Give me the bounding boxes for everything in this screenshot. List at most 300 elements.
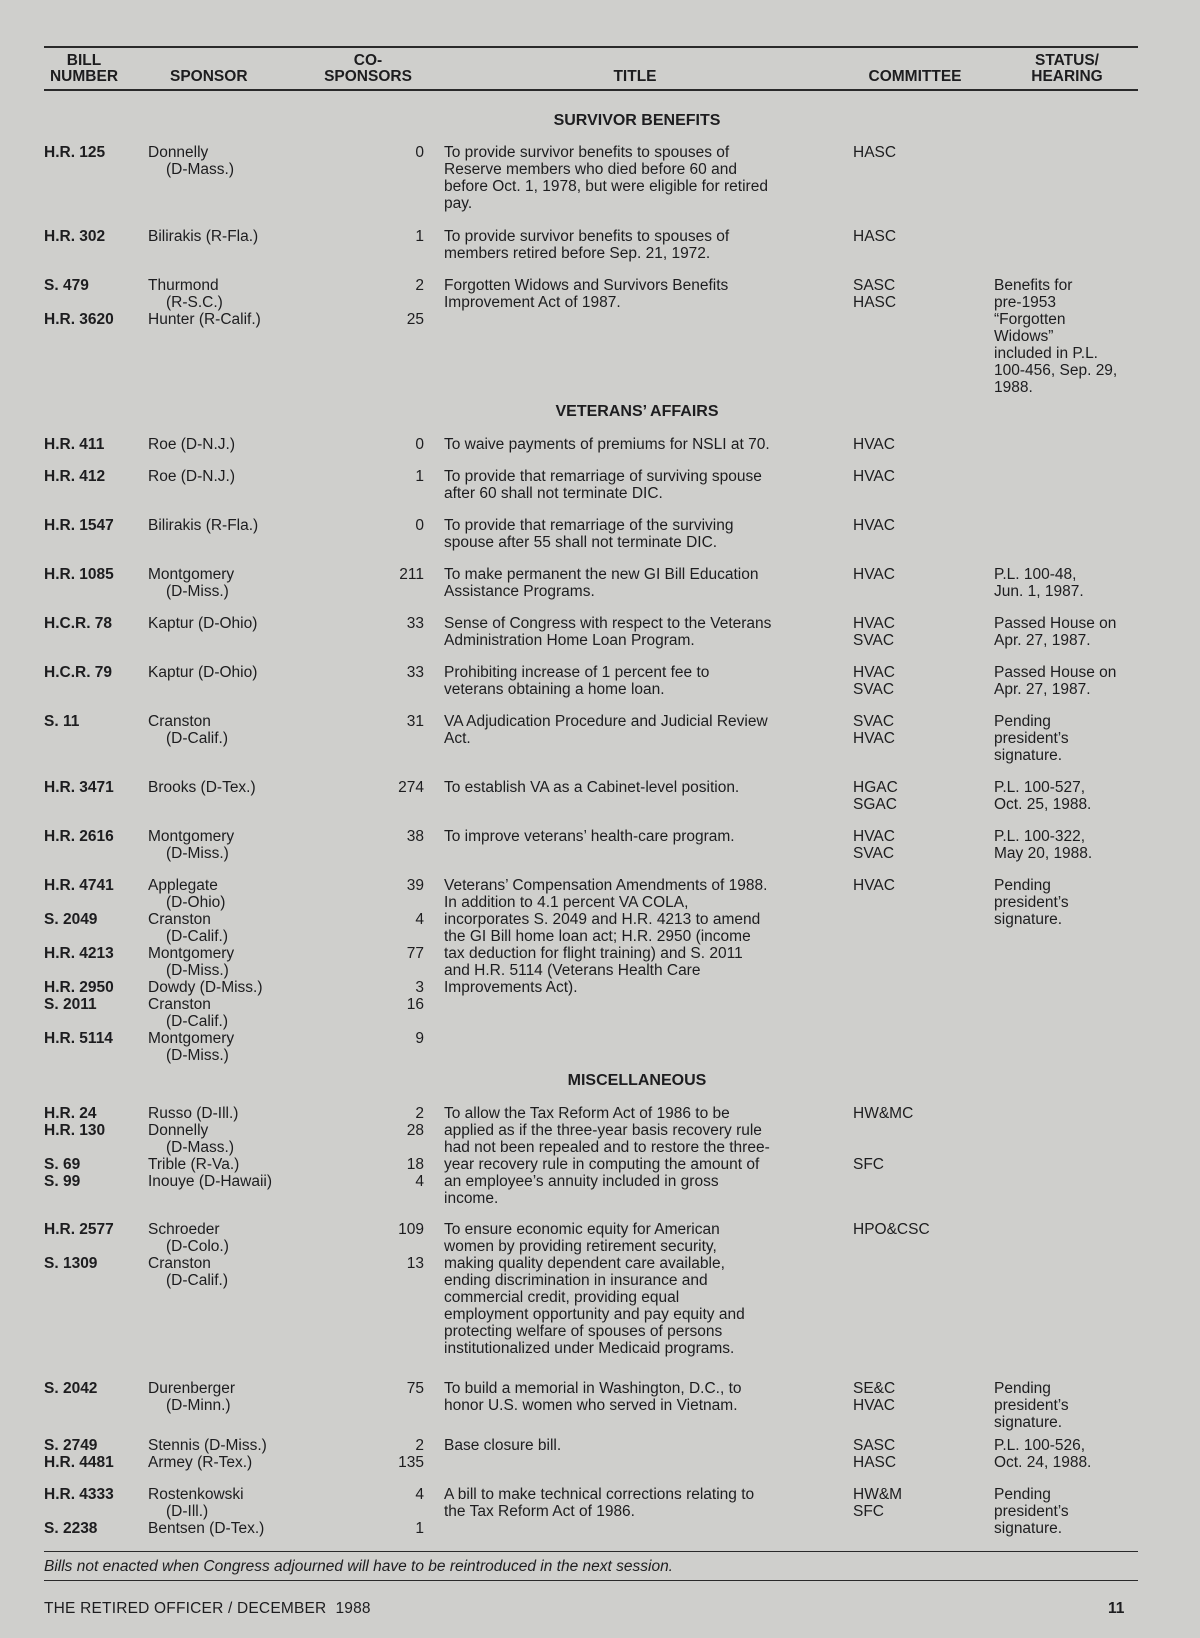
status-line: Jun. 1, 1987. (994, 583, 1084, 600)
committee: SGAC (853, 796, 897, 813)
bill-number: H.R. 2577 (44, 1221, 114, 1238)
status-line: Pending (994, 1380, 1051, 1397)
bill-title-line: To allow the Tax Reform Act of 1986 to be (444, 1105, 730, 1122)
bill-number-cell (44, 517, 139, 534)
sponsor: Donnelly (148, 144, 209, 161)
committee-cell (853, 713, 973, 747)
bill-number-cell (44, 566, 139, 583)
header-sponsor-label: SPONSOR (170, 68, 248, 85)
sponsor-cell (148, 779, 328, 796)
cosponsor-count: 33 (406, 664, 424, 681)
bill-title-line-cell (444, 517, 824, 551)
bill-number: S. 2011 (44, 996, 97, 1013)
cosponsor-count-cell (334, 1221, 424, 1272)
cosponsor-count (334, 1013, 424, 1030)
committee-cell (853, 1437, 973, 1471)
sponsor: Donnelly (148, 1122, 209, 1139)
sponsor: (D-Mass.) (166, 161, 235, 178)
sponsor: Roe (D-N.J.) (148, 468, 235, 485)
cosponsor-count: 1 (415, 1520, 424, 1537)
cosponsor-count: 75 (406, 1380, 424, 1397)
footnote-rule (44, 1580, 1138, 1581)
status-line: Apr. 27, 1987. (994, 681, 1091, 698)
bill-number: H.R. 4213 (44, 945, 114, 962)
sponsor: Inouye (D-Hawaii) (148, 1173, 273, 1190)
bill-title-line: Prohibiting increase of 1 percent fee to (444, 664, 710, 681)
bill-title-line: and H.R. 5114 (Veterans Health Care (444, 962, 701, 979)
status-line: pre-1953 (994, 294, 1057, 311)
status-line-cell (994, 1486, 1144, 1537)
sponsor: (D-Miss.) (166, 1047, 229, 1064)
bill-number (44, 962, 139, 979)
status-line-cell (994, 566, 1144, 600)
committee-cell (853, 1221, 973, 1238)
committee: SASC (853, 277, 896, 294)
status-line: Apr. 27, 1987. (994, 632, 1091, 649)
bottom-rule (44, 1551, 1138, 1552)
bill-title-line-cell (444, 1221, 824, 1357)
sponsor: Kaptur (D-Ohio) (148, 615, 258, 632)
bill-title-line: Forgotten Widows and Survivors Benefits (444, 277, 729, 294)
status-line: Oct. 24, 1988. (994, 1454, 1092, 1471)
bill-title-line-cell (444, 664, 824, 698)
bill-number: H.R. 125 (44, 144, 106, 161)
bill-title-line-cell (444, 277, 824, 311)
bill-title-line: year recovery rule in computing the amount of (444, 1156, 760, 1173)
committee (853, 1122, 973, 1139)
committee: HVAC (853, 517, 895, 534)
cosponsor-count-cell (334, 779, 424, 796)
running-footer: THE RETIRED OFFICER / DECEMBER 1988 (44, 1600, 371, 1617)
bill-title-line: employment opportunity and pay equity and (444, 1306, 745, 1323)
bill-number: H.R. 2616 (44, 828, 114, 845)
cosponsor-count: 25 (406, 311, 424, 328)
bill-number-cell (44, 1105, 139, 1190)
bill-title-line: ending discrimination in insurance and (444, 1272, 708, 1289)
sponsor: Russo (D-Ill.) (148, 1105, 239, 1122)
committee: HVAC (853, 436, 895, 453)
bill-title-line: Administration Home Loan Program. (444, 632, 695, 649)
status-line-cell (994, 779, 1144, 813)
bill-title-line: A bill to make technical corrections relating to (444, 1486, 755, 1503)
cosponsor-count (334, 894, 424, 911)
committee: HVAC (853, 1397, 895, 1414)
status-line-cell (994, 713, 1144, 764)
bill-number-cell (44, 615, 139, 632)
status-line: president’s (994, 894, 1069, 911)
cosponsor-count: 33 (406, 615, 424, 632)
sponsor-cell (148, 1437, 328, 1471)
sponsor: Hunter (R-Calif.) (148, 311, 261, 328)
sponsor: Montgomery (148, 828, 235, 845)
committee: HASC (853, 228, 897, 245)
committee: SVAC (853, 713, 895, 730)
header-status (1022, 53, 1112, 85)
sponsor: (D-Ohio) (166, 894, 226, 911)
cosponsor-count-cell (334, 566, 424, 583)
bill-number-cell (44, 877, 139, 1047)
sponsor-cell (148, 566, 328, 600)
status-line: Pending (994, 1486, 1051, 1503)
header-sponsor (170, 69, 270, 85)
sponsor-cell (148, 1486, 328, 1537)
sponsor: Applegate (148, 877, 218, 894)
bill-number: S. 2238 (44, 1520, 98, 1537)
sponsor: Rostenkowski (148, 1486, 244, 1503)
committee-cell (853, 517, 973, 534)
committee-cell (853, 1486, 973, 1520)
sponsor-cell (148, 1380, 328, 1414)
status-line: Widows” (994, 328, 1054, 345)
bill-title-line: Assistance Programs. (444, 583, 595, 600)
committee-cell (853, 144, 973, 161)
bill-title-line: an employee’s annuity included in gross (444, 1173, 719, 1190)
committee-cell (853, 228, 973, 245)
cosponsor-count: 28 (406, 1122, 424, 1139)
bill-number: S. 99 (44, 1173, 81, 1190)
bill-number: S. 11 (44, 713, 80, 730)
cosponsor-count-cell (334, 277, 424, 328)
bill-title-line: pay. (444, 195, 473, 212)
bill-title-line-cell (444, 1437, 824, 1454)
bill-title-line-cell (444, 436, 824, 453)
sponsor: (D-Miss.) (166, 962, 229, 979)
cosponsor-count-cell (334, 228, 424, 245)
sponsor: (D-Calif.) (166, 730, 228, 747)
bill-number (44, 1013, 139, 1030)
status-line: president’s (994, 1503, 1069, 1520)
bill-title-line: protecting welfare of spouses of persons (444, 1323, 723, 1340)
bill-title-line: VA Adjudication Procedure and Judicial Review (444, 713, 768, 730)
cosponsor-count: 31 (406, 713, 424, 730)
bill-number: H.R. 302 (44, 228, 106, 245)
cosponsor-count: 2 (415, 1105, 424, 1122)
cosponsor-count: 39 (406, 877, 424, 894)
committee: SASC (853, 1437, 896, 1454)
bill-number: H.R. 24 (44, 1105, 97, 1122)
bill-title-line-cell (444, 228, 824, 262)
bill-number: S. 479 (44, 277, 89, 294)
cosponsor-count: 0 (415, 436, 424, 453)
cosponsor-count: 2 (415, 277, 424, 294)
bill-title-line: To provide survivor benefits to spouses of (444, 144, 730, 161)
cosponsor-count (334, 928, 424, 945)
cosponsor-count: 3 (415, 979, 424, 996)
sponsor-cell (148, 713, 328, 747)
bill-title-line: institutionalized under Medicaid programs. (444, 1340, 735, 1357)
bill-title-line-cell (444, 1486, 824, 1520)
sponsor: Brooks (D-Tex.) (148, 779, 256, 796)
status-line: 1988. (994, 379, 1033, 396)
bill-title-line: honor U.S. women who served in Vietnam. (444, 1397, 738, 1414)
bill-title-line: To provide that remarriage of the surviving (444, 517, 734, 534)
bill-title-line: women by providing retirement security, (444, 1238, 717, 1255)
bill-title-line: before Oct. 1, 1978, but were eligible for retired (444, 178, 768, 195)
sponsor: Stennis (D-Miss.) (148, 1437, 267, 1454)
bill-title-line: had not been repealed and to restore the three- (444, 1139, 770, 1156)
section-heading: SURVIVOR BENEFITS (553, 112, 721, 129)
committee-cell (853, 566, 973, 583)
header-title (600, 69, 670, 85)
bill-title-line: Improvements Act). (444, 979, 578, 996)
bill-number: H.C.R. 79 (44, 664, 113, 681)
section-heading: VETERANS’ AFFAIRS (555, 403, 719, 420)
bill-number: S. 2749 (44, 1437, 98, 1454)
committee-cell (853, 877, 973, 894)
bill-title-line: To make permanent the new GI Bill Education (444, 566, 759, 583)
bill-title-line: Reserve members who died before 60 and (444, 161, 737, 178)
cosponsor-count: 4 (415, 1173, 424, 1190)
sponsor-cell (148, 436, 328, 453)
bill-title-line-cell (444, 877, 824, 996)
bill-number: H.R. 4333 (44, 1486, 114, 1503)
sponsor: Montgomery (148, 945, 235, 962)
committee: SFC (853, 1156, 884, 1173)
bill-title-line-cell (444, 566, 824, 600)
sponsor: (D-Calif.) (166, 1272, 228, 1289)
committee-cell (853, 468, 973, 485)
bill-number-cell (44, 1437, 139, 1471)
bill-number-cell (44, 436, 139, 453)
sponsor: Thurmond (148, 277, 219, 294)
committee: SVAC (853, 845, 895, 862)
bill-title-line: the GI Bill home loan act; H.R. 2950 (income (444, 928, 751, 945)
status-line: signature. (994, 1520, 1063, 1537)
bill-number: H.R. 5114 (44, 1030, 113, 1047)
sponsor: Cranston (148, 713, 211, 730)
bill-number-cell (44, 1380, 139, 1397)
bill-number-cell (44, 277, 139, 328)
sponsor: Montgomery (148, 566, 235, 583)
committee-cell (853, 664, 973, 698)
bill-title-line: To establish VA as a Cabinet-level position. (444, 779, 740, 796)
sponsor-cell (148, 615, 328, 632)
bill-title-line: members retired before Sep. 21, 1972. (444, 245, 711, 262)
header-status-line1: STATUS/ (1034, 52, 1099, 69)
header-bill-number (44, 53, 124, 85)
status-line: Pending (994, 877, 1051, 894)
cosponsor-count-cell (334, 713, 424, 730)
bill-number: S. 2042 (44, 1380, 98, 1397)
bill-number-cell (44, 664, 139, 681)
section-heading: MISCELLANEOUS (567, 1072, 707, 1089)
committee-cell (853, 615, 973, 649)
cosponsor-count-cell (334, 517, 424, 534)
bill-title-line: spouse after 55 shall not terminate DIC. (444, 534, 718, 551)
committee: HVAC (853, 664, 895, 681)
cosponsor-count: 9 (415, 1030, 424, 1047)
sponsor: (D-Calif.) (166, 1013, 228, 1030)
status-line: signature. (994, 747, 1063, 764)
cosponsor-count: 18 (406, 1156, 424, 1173)
status-line: P.L. 100-526, (994, 1437, 1086, 1454)
committee: SVAC (853, 681, 895, 698)
bill-number-cell (44, 713, 139, 730)
sponsor: Dowdy (D-Miss.) (148, 979, 263, 996)
bill-title-line-cell (444, 144, 824, 212)
cosponsor-count-cell (334, 877, 424, 1047)
committee: HW&M (853, 1486, 903, 1503)
bill-number-cell (44, 468, 139, 485)
status-line-cell (994, 1437, 1144, 1471)
sponsor: Bentsen (D-Tex.) (148, 1520, 265, 1537)
bill-title-line: commercial credit, providing equal (444, 1289, 680, 1306)
sponsor: Trible (R-Va.) (148, 1156, 240, 1173)
bill-number (44, 1238, 139, 1255)
cosponsor-count: 135 (398, 1454, 424, 1471)
bill-number (44, 294, 139, 311)
sponsor: Roe (D-N.J.) (148, 436, 235, 453)
header-cosponsors-line1: CO- (353, 52, 383, 69)
bill-title-line: To waive payments of premiums for NSLI at 70. (444, 436, 770, 453)
bill-title-line-cell (444, 1105, 824, 1207)
sponsor: (D-Miss.) (166, 583, 229, 600)
committee: SE&C (853, 1380, 896, 1397)
committee (853, 1139, 973, 1156)
sponsor: Bilirakis (R-Fla.) (148, 228, 259, 245)
bill-number: H.C.R. 78 (44, 615, 113, 632)
cosponsor-count (334, 1238, 424, 1255)
bill-title-line-cell (444, 713, 824, 747)
cosponsor-count (334, 1139, 424, 1156)
bill-number (44, 894, 139, 911)
committee-cell (853, 1105, 973, 1173)
sponsor-cell (148, 877, 328, 1064)
status-line: signature. (994, 1414, 1063, 1431)
bill-number: H.R. 411 (44, 436, 105, 453)
status-line: P.L. 100-48, (994, 566, 1077, 583)
bill-title-line: To ensure economic equity for American (444, 1221, 720, 1238)
cosponsor-count-cell (334, 436, 424, 453)
cosponsor-count-cell (334, 144, 424, 161)
sponsor-cell (148, 277, 328, 328)
bill-title-line-cell (444, 615, 824, 649)
committee: HPO&CSC (853, 1221, 930, 1238)
top-rule (44, 46, 1138, 48)
status-line: president’s (994, 730, 1069, 747)
cosponsor-count-cell (334, 1486, 424, 1537)
bill-number-cell (44, 1221, 139, 1272)
cosponsor-count-cell (334, 664, 424, 681)
sponsor: Durenberger (148, 1380, 236, 1397)
committee: HASC (853, 1454, 897, 1471)
bill-title-line: Base closure bill. (444, 1437, 562, 1454)
sponsor: (D-Mass.) (166, 1139, 235, 1156)
bill-number (44, 1503, 139, 1520)
bill-title-line: the Tax Reform Act of 1986. (444, 1503, 635, 1520)
bill-number: H.R. 4481 (44, 1454, 114, 1471)
cosponsor-count (334, 1503, 424, 1520)
status-line: Pending (994, 713, 1051, 730)
cosponsor-count: 16 (406, 996, 424, 1013)
status-line: 100-456, Sep. 29, (994, 362, 1118, 379)
committee: SFC (853, 1503, 884, 1520)
bill-title-line: In addition to 4.1 percent VA COLA, (444, 894, 689, 911)
sponsor-cell (148, 828, 328, 862)
committee: HVAC (853, 828, 895, 845)
bill-title-line: tax deduction for flight training) and S. 2011 (444, 945, 743, 962)
cosponsor-count: 211 (399, 566, 424, 583)
bill-title-line: To build a memorial in Washington, D.C., to (444, 1380, 742, 1397)
cosponsor-count (334, 294, 424, 311)
bill-title-line: applied as if the three-year basis recovery rule (444, 1122, 762, 1139)
bill-title-line: making quality dependent care available, (444, 1255, 725, 1272)
sponsor: (D-Minn.) (166, 1397, 231, 1414)
bill-number: H.R. 3471 (44, 779, 114, 796)
bill-title-line-cell (444, 1380, 824, 1414)
committee: SVAC (853, 632, 895, 649)
cosponsor-count: 38 (406, 828, 424, 845)
footnote: Bills not enacted when Congress adjourned will have to be reintroduced in the next session. (44, 1558, 673, 1575)
sponsor-cell (148, 664, 328, 681)
status-line: included in P.L. (994, 345, 1098, 362)
cosponsor-count: 1 (415, 228, 424, 245)
committee-cell (853, 277, 973, 311)
sponsor-cell (148, 144, 328, 178)
status-line: president’s (994, 1397, 1069, 1414)
cosponsor-count: 13 (406, 1255, 424, 1272)
status-line-cell (994, 828, 1144, 862)
committee: HVAC (853, 730, 895, 747)
cosponsor-count: 2 (415, 1437, 424, 1454)
cosponsor-count-cell (334, 828, 424, 845)
header-cosponsors (318, 53, 418, 85)
bill-title-line: Act. (444, 730, 471, 747)
sponsor: Cranston (148, 1255, 211, 1272)
bill-title-line: Sense of Congress with respect to the Veterans (444, 615, 772, 632)
sponsor: Cranston (148, 996, 211, 1013)
committee: HVAC (853, 468, 895, 485)
bill-number: S. 1309 (44, 1255, 98, 1272)
status-line-cell (994, 1380, 1144, 1431)
cosponsor-count-cell (334, 1437, 424, 1471)
cosponsor-count: 4 (415, 911, 424, 928)
cosponsor-count: 109 (398, 1221, 424, 1238)
status-line: May 20, 1988. (994, 845, 1093, 862)
sponsor: (D-Calif.) (166, 928, 228, 945)
header-cosponsors-line2: SPONSORS (324, 68, 412, 85)
header-title-label: TITLE (613, 68, 657, 85)
header-committee-label: COMMITTEE (868, 68, 962, 85)
committee: HVAC (853, 566, 895, 583)
committee-cell (853, 436, 973, 453)
cosponsor-count: 1 (415, 468, 424, 485)
header-bill-number-line1: BILL (66, 52, 102, 69)
status-line-cell (994, 615, 1144, 649)
sponsor-cell (148, 228, 328, 245)
bill-number-cell (44, 828, 139, 845)
cosponsor-count: 77 (406, 945, 424, 962)
bill-title-line: To improve veterans’ health-care program. (444, 828, 735, 845)
cosponsor-count-cell (334, 468, 424, 485)
bill-title-line: To provide survivor benefits to spouses of (444, 228, 730, 245)
status-line: signature. (994, 911, 1063, 928)
sponsor-cell (148, 1105, 328, 1190)
sponsor-cell (148, 517, 328, 534)
sponsor: Schroeder (148, 1221, 220, 1238)
sponsor-cell (148, 468, 328, 485)
committee: HVAC (853, 877, 895, 894)
bill-number: H.R. 4741 (44, 877, 114, 894)
committee-cell (853, 1380, 973, 1414)
bill-title-line-cell (444, 779, 824, 796)
sponsor: Bilirakis (R-Fla.) (148, 517, 259, 534)
committee-cell (853, 828, 973, 862)
cosponsor-count-cell (334, 1105, 424, 1190)
bill-number: H.R. 1085 (44, 566, 114, 583)
committee-cell (853, 779, 973, 813)
page-number: 11 (1108, 1600, 1125, 1617)
